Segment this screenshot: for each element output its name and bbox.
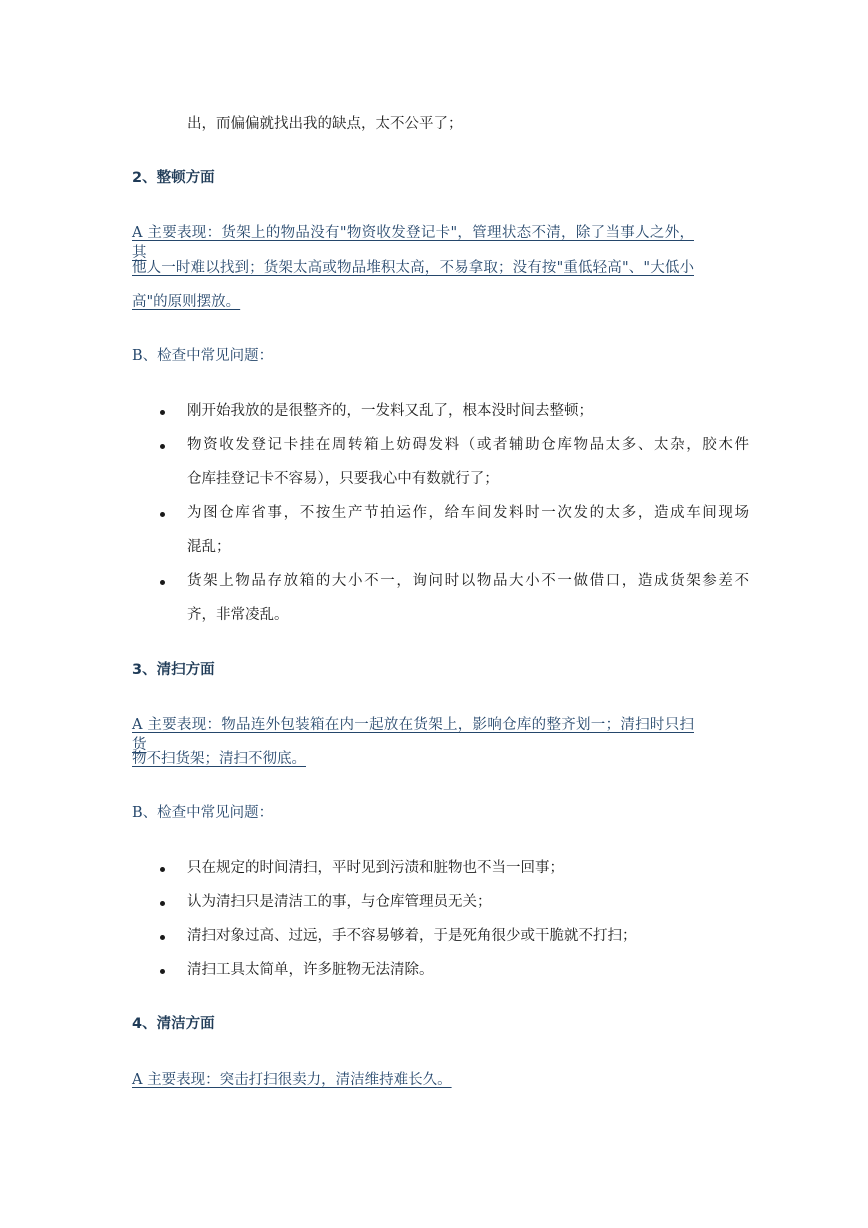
section-heading-2: 2、整顿方面	[132, 170, 215, 186]
paragraph-continuation: 出，而偏偏就找出我的缺点，太不公平了；	[187, 116, 463, 132]
section-3-b-label: B、检查中常见问题：	[132, 805, 274, 821]
bullet-icon	[160, 935, 165, 940]
section-2-a-line-2: 他人一时难以找到；货架太高或物品堆积太高，不易拿取；没有按"重低轻高"、"大低小	[132, 260, 694, 276]
bullet-icon	[160, 969, 165, 974]
section-2-a-line-1: A 主要表现：货架上的物品没有"物资收发登记卡"，管理状态不清，除了当事人之外，其	[132, 225, 694, 261]
section-heading-4: 4、清洁方面	[132, 1016, 215, 1032]
list-item-continuation: 混乱；	[187, 539, 231, 555]
bullet-icon	[160, 580, 165, 585]
bullet-icon	[160, 444, 165, 449]
list-item: 刚开始我放的是很整齐的，一发料又乱了，根本没时间去整顿；	[187, 403, 593, 419]
list-item: 清扫对象过高、过远，手不容易够着，于是死角很少或干脆就不打扫；	[187, 928, 637, 944]
bullet-icon	[160, 410, 165, 415]
section-4-a-line-1: A 主要表现：突击打扫很卖力，清洁维持难长久。	[132, 1072, 452, 1088]
list-item: 只在规定的时间清扫，平时见到污渍和脏物也不当一回事；	[187, 860, 564, 876]
list-item: 货架上物品存放箱的大小不一，询问时以物品大小不一做借口，造成货架参差不	[187, 573, 749, 589]
section-3-a-line-2: 物不扫货架；清扫不彻底。	[132, 751, 306, 767]
bullet-icon	[160, 867, 165, 872]
section-heading-3: 3、清扫方面	[132, 662, 215, 678]
list-item-continuation: 齐，非常凌乱。	[187, 607, 289, 623]
section-2-a-line-3: 高"的原则摆放。	[132, 294, 241, 310]
list-item: 清扫工具太简单，许多脏物无法清除。	[187, 962, 434, 978]
list-item: 认为清扫只是清洁工的事，与仓库管理员无关；	[187, 894, 492, 910]
list-item-continuation: 仓库挂登记卡不容易），只要我心中有数就行了；	[187, 471, 499, 487]
list-item: 物资收发登记卡挂在周转箱上妨碍发料（或者辅助仓库物品太多、太杂，胶木件	[187, 437, 749, 453]
section-2-b-label: B、检查中常见问题：	[132, 348, 274, 364]
list-item: 为图仓库省事，不按生产节拍运作，给车间发料时一次发的太多，造成车间现场	[187, 505, 749, 521]
section-3-a-line-1: A 主要表现：物品连外包装箱在内一起放在货架上，影响仓库的整齐划一；清扫时只扫货	[132, 717, 694, 753]
bullet-icon	[160, 512, 165, 517]
bullet-icon	[160, 901, 165, 906]
